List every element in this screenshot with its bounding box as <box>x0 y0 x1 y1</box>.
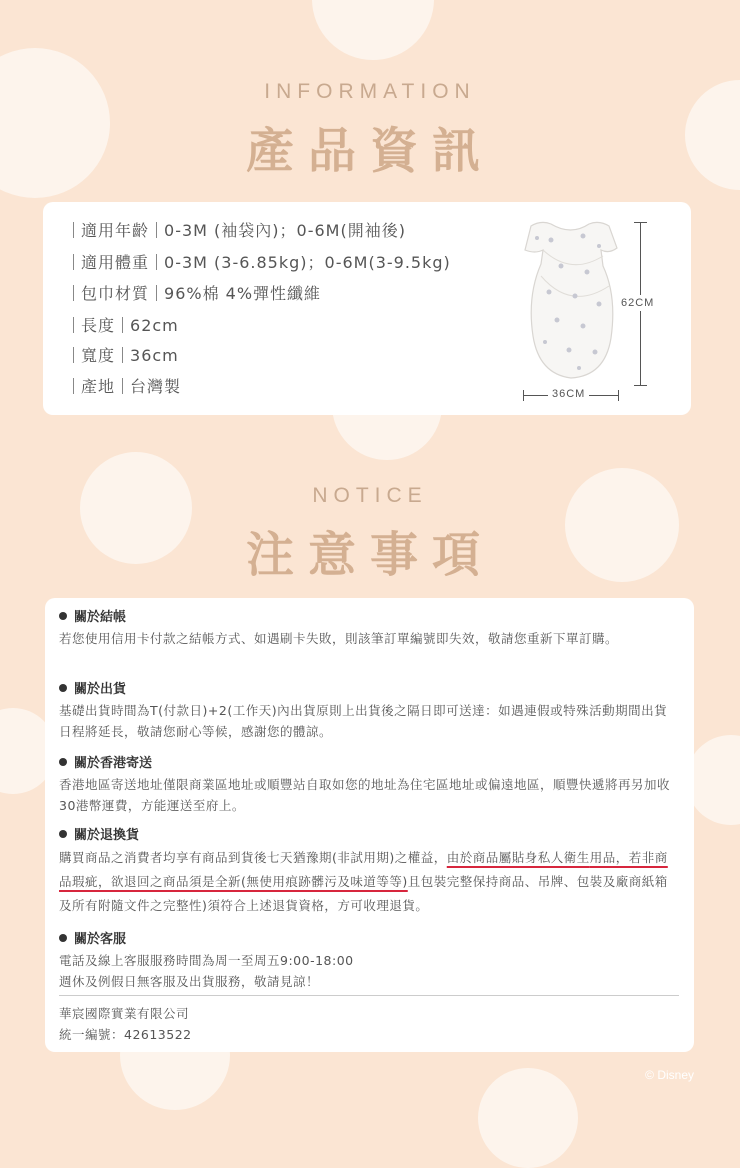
divider <box>59 995 679 996</box>
bullet-icon <box>59 684 67 692</box>
notice-heading: 關於結帳 <box>74 610 127 625</box>
notice-heading: 關於客服 <box>74 932 127 947</box>
service-hours: 電話及線上客服服務時間為周一至周五9:00-18:00 <box>59 953 354 968</box>
spec-row-origin <box>73 376 181 398</box>
spec-value: 台灣製 <box>130 377 182 396</box>
dim-width-cap-right <box>618 390 619 401</box>
spec-value: 36cm <box>130 346 179 365</box>
notice-card <box>45 598 694 1052</box>
spec-label: 產地 <box>81 377 116 396</box>
dim-height-label: 62CM <box>621 297 655 309</box>
notice-returns <box>59 826 679 918</box>
notice-body: 購買商品之消費者均享有商品到貨後七天猶豫期(非試用期)之權益，由於商品屬貼身私人衛生用品，若非商品瑕疵，欲退回之商品須是全新(無使用痕跡髒污及味道等等)且包裝完整保持商品、吊牌、包裝及廠商紙箱及所有附隨文件之完整性)須符合上述退貨資格，方可收理退貨。 <box>59 850 668 913</box>
notice-title-en: NOTICE <box>312 484 428 507</box>
dim-height-cap-bottom <box>634 385 647 386</box>
company-tax-id: 統一編號：42613522 <box>59 1027 192 1042</box>
bullet-icon <box>59 612 67 620</box>
highlight-text: 用品，若非商品瑕疵，欲退回之商品須是全新(無使用痕跡髒污及味道等等) <box>59 850 668 889</box>
notice-hk-shipping <box>59 754 679 816</box>
notice-heading: 關於退換貨 <box>74 828 140 843</box>
bullet-icon <box>59 758 67 766</box>
spec-label: 包巾材質 <box>81 284 150 303</box>
notice-shipping <box>59 680 679 742</box>
notice-checkout <box>59 608 679 649</box>
spec-label: 適用體重 <box>81 253 150 272</box>
spec-value: 0-3M (袖袋內)；0-6M(開袖後) <box>164 221 406 240</box>
spec-value: 62cm <box>130 316 179 335</box>
company-info <box>59 1003 679 1045</box>
notice-body: 香港地區寄送地址僅限商業區地址或順豐站自取如您的地址為住宅區地址或偏遠地區，順豐快遞將再另加收30港幣運費，方能運送至府上。 <box>59 777 671 813</box>
spec-label: 長度 <box>81 316 116 335</box>
notice-body: 基礎出貨時間為T(付款日)+2(工作天)內出貨原則上出貨後之隔日即可送達：如遇連假或特殊活動期間出貨日程將延長，敬請您耐心等候，感謝您的體諒。 <box>59 703 668 739</box>
disney-copyright: © Disney <box>645 1068 694 1082</box>
spec-row-material <box>73 283 321 305</box>
bg-dot <box>686 735 740 825</box>
company-name: 華宸國際實業有限公司 <box>59 1006 190 1021</box>
spec-label: 適用年齡 <box>81 221 150 240</box>
spec-row-age <box>73 220 406 242</box>
dim-width-cap-left <box>523 390 524 401</box>
highlight-text: 由於商品屬貼身私人衛生 <box>446 850 590 865</box>
spec-label: 寬度 <box>81 346 116 365</box>
product-info-card <box>43 202 691 415</box>
notice-heading: 關於香港寄送 <box>74 756 153 771</box>
swaddle-product-image <box>521 216 621 386</box>
bullet-icon <box>59 830 67 838</box>
information-title-en: INFORMATION <box>264 80 476 103</box>
notice-body: 若您使用信用卡付款之結帳方式、如遇刷卡失敗，則該筆訂單編號即失效，敬請您重新下單訂購。 <box>59 631 619 646</box>
spec-row-weight <box>73 252 451 274</box>
notice-title-zh: 注意事項 <box>245 527 494 583</box>
spec-row-width <box>73 345 179 367</box>
spec-row-length <box>73 315 179 337</box>
bullet-icon <box>59 934 67 942</box>
spec-value: 96%棉 4%彈性纖維 <box>164 284 322 303</box>
notice-heading: 關於出貨 <box>74 682 127 697</box>
dim-height-cap-top <box>634 222 647 223</box>
dim-width-label: 36CM <box>548 388 589 400</box>
bg-dot <box>312 0 434 60</box>
service-holiday: 週休及例假日無客服及出貨服務，敬請見諒！ <box>59 974 320 989</box>
bg-dot <box>478 1068 578 1168</box>
spec-value: 0-3M (3-6.85kg)；0-6M(3-9.5kg) <box>164 253 451 272</box>
information-title-zh: 產品資訊 <box>245 123 494 179</box>
notice-service <box>59 930 679 992</box>
